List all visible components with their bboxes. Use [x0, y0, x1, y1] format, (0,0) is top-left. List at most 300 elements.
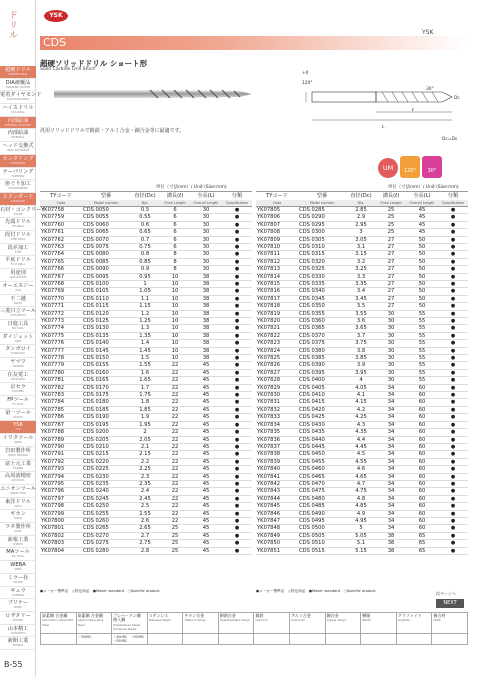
table-row: [40, 443, 252, 450]
cell-class: ●: [222, 392, 252, 399]
table-row: [256, 488, 468, 495]
cell-class: ●: [438, 384, 468, 391]
material-name: 銅合金: [326, 613, 339, 618]
cell-model: CDS 0065: [82, 229, 130, 236]
cell-overall: 60: [406, 458, 438, 465]
table-row: [40, 525, 252, 532]
sidebar-item-sublabel: STONE: [13, 212, 23, 216]
cell-model: CDS 0470: [298, 480, 346, 487]
sidebar-item[interactable]: [0, 320, 36, 333]
cell-overall: 38: [190, 280, 222, 287]
table-row: [40, 295, 252, 302]
table-row: [256, 399, 468, 406]
cell-dia: 0.85: [130, 258, 160, 265]
cell-flute: 10: [160, 332, 190, 339]
cell-ty-code: YK07785: [40, 406, 82, 413]
cell-model: CDS 0340: [298, 288, 346, 295]
sidebar-item-label: 新開工業: [7, 638, 29, 645]
point-angle-label: 120°: [302, 81, 313, 86]
cell-overall: 60: [406, 480, 438, 487]
col-overall-en: Overall Length: [406, 200, 438, 207]
cell-model: CDS 0070: [82, 236, 130, 243]
table-row: [256, 480, 468, 487]
sidebar-item[interactable]: [0, 637, 36, 650]
sidebar-item-label: ハイスドリル: [2, 105, 34, 112]
cell-model: CDS 0115: [82, 303, 130, 310]
table-row: [40, 421, 252, 428]
material-table: [40, 612, 468, 645]
sidebar-item[interactable]: [0, 117, 36, 130]
cell-overall: 30: [190, 251, 222, 258]
sidebar-item[interactable]: [0, 333, 36, 346]
sidebar-item[interactable]: [0, 129, 36, 142]
cell-dia: 5: [346, 525, 376, 532]
cell-overall: 30: [190, 214, 222, 221]
sidebar-item[interactable]: [0, 396, 36, 409]
cell-flute: 34: [376, 429, 406, 436]
cell-dia: 2.75: [130, 540, 160, 547]
table-row: [40, 510, 252, 517]
cell-dia: 3.85: [346, 355, 376, 362]
sidebar-item[interactable]: [0, 599, 36, 612]
cell-ty-code: YK07791: [40, 451, 82, 458]
sidebar-item-sublabel: KOSHUHA: [11, 479, 25, 483]
cell-overall: 60: [406, 429, 438, 436]
cell-model: CDS 0240: [82, 488, 130, 495]
sidebar-item[interactable]: [0, 371, 36, 384]
table-row: [40, 458, 252, 465]
material-name-en: Carbon Steel Alloy Steel: [77, 618, 104, 627]
table-row: [256, 525, 468, 532]
material-hardness: ～30HRC: [76, 633, 112, 645]
cell-dia: 3.75: [346, 340, 376, 347]
cell-dia: 0.95: [130, 273, 160, 280]
material-name: 炭素鋼 合金鋼: [42, 613, 68, 618]
sidebar-item-sublabel: TOYO: [14, 504, 22, 508]
sidebar-category-label: ドリル: [7, 10, 17, 40]
cell-class: ●: [438, 243, 468, 250]
product-description: 汎用ソリッドドリルで鋳鉄・アルミ合金・銅合金等に最適です。: [40, 128, 185, 134]
table-row: [256, 347, 468, 354]
table-row: [256, 258, 468, 265]
cell-class: ●: [438, 399, 468, 406]
cell-dia: 5.15: [346, 547, 376, 554]
table-row: [40, 303, 252, 310]
cell-model: CDS 0150: [82, 355, 130, 362]
table-row: [40, 266, 252, 273]
sidebar-item[interactable]: [0, 383, 36, 396]
sidebar-item[interactable]: [0, 409, 36, 422]
cell-overall: 55: [406, 347, 438, 354]
material-name: 耐熱合金: [219, 613, 236, 618]
cell-ty-code: YK07758: [40, 206, 82, 213]
cell-class: ●: [222, 362, 252, 369]
sidebar-item-label: WEBA: [10, 562, 26, 569]
cell-ty-code: YK07776: [40, 340, 82, 347]
sidebar-item-sublabel: YSK: [15, 428, 21, 432]
brand-label: YSK: [422, 29, 434, 36]
sidebar-item[interactable]: [0, 358, 36, 371]
sidebar-item[interactable]: [0, 574, 36, 587]
table-row: [256, 473, 468, 480]
cell-model: CDS 0185: [82, 406, 130, 413]
cell-flute: 8: [160, 258, 190, 265]
sidebar-item[interactable]: [0, 498, 36, 511]
cell-class: ●: [438, 258, 468, 265]
cell-ty-code: YK07778: [40, 355, 82, 362]
sidebar-item-label: ユニオンツール: [0, 485, 37, 492]
col-class-en: Classification: [438, 200, 468, 207]
cell-dia: 1.5: [130, 355, 160, 362]
cell-overall: 45: [190, 451, 222, 458]
sidebar-item[interactable]: [0, 180, 36, 193]
cell-model: CDS 0230: [82, 473, 130, 480]
sidebar-item[interactable]: [0, 561, 36, 574]
cell-flute: 27: [376, 280, 406, 287]
cell-class: ●: [438, 540, 468, 547]
cell-model: CDS 0305: [298, 236, 346, 243]
cell-dia: 0.8: [130, 251, 160, 258]
cell-ty-code: YK07779: [40, 362, 82, 369]
sidebar-item[interactable]: [0, 625, 36, 638]
cell-model: CDS 0255: [82, 510, 130, 517]
sidebar-item-sublabel: YAMAWA: [12, 365, 24, 368]
sidebar-item[interactable]: [0, 79, 36, 92]
cell-flute: 34: [376, 495, 406, 502]
sidebar-item[interactable]: [0, 193, 36, 206]
cell-class: ●: [222, 340, 252, 347]
cell-model: CDS 0280: [82, 547, 130, 554]
cell-model: CDS 0440: [298, 436, 346, 443]
cell-model: CDS 0345: [298, 295, 346, 302]
cell-class: ●: [438, 318, 468, 325]
cell-ty-code: YK07772: [40, 310, 82, 317]
cell-flute: 10: [160, 318, 190, 325]
material-hardness: [290, 633, 326, 645]
cell-dia: 1.6: [130, 369, 160, 376]
cell-ty-code: YK07834: [256, 421, 298, 428]
table-row: [256, 503, 468, 510]
sidebar-item-sublabel: HEAD EXCHANGE: [6, 149, 30, 153]
cell-flute: 22: [160, 369, 190, 376]
cell-model: CDS 0370: [298, 332, 346, 339]
cell-model: CDS 0505: [298, 532, 346, 539]
cell-overall: 65: [406, 547, 438, 554]
cell-overall: 45: [190, 473, 222, 480]
table-row: [256, 414, 468, 421]
cell-model: CDS 0495: [298, 517, 346, 524]
cell-overall: 50: [406, 303, 438, 310]
sidebar-item[interactable]: [0, 282, 36, 295]
cell-overall: 45: [190, 480, 222, 487]
sidebar-item-sublabel: ROTARY: [12, 618, 24, 622]
cell-dia: 4.2: [346, 406, 376, 413]
um-coating-badge: UM: [378, 158, 398, 178]
cell-dia: 3.15: [346, 251, 376, 258]
cell-model: CDS 0050: [82, 206, 130, 213]
sidebar-item-sublabel: DIJET: [14, 339, 22, 343]
material-name: 樹脂: [362, 613, 371, 618]
cell-ty-code: YK07821: [256, 325, 298, 332]
cell-class: ●: [222, 347, 252, 354]
table-row: [256, 206, 468, 213]
table-row: [256, 273, 468, 280]
sidebar-item-label: 岩田製作所: [5, 447, 31, 454]
cell-class: ●: [222, 310, 252, 317]
cell-model: CDS 0435: [298, 429, 346, 436]
cell-ty-code: YK07784: [40, 399, 82, 406]
cell-model: CDS 0250: [82, 503, 130, 510]
cell-class: ●: [222, 540, 252, 547]
col-ty-code: TYコード: [40, 192, 82, 200]
sidebar-item[interactable]: [0, 307, 36, 320]
cell-class: ●: [222, 377, 252, 384]
cell-ty-code: YK07761: [40, 229, 82, 236]
cell-class: ●: [222, 251, 252, 258]
sidebar-item[interactable]: [0, 447, 36, 460]
cell-flute: 22: [160, 399, 190, 406]
cell-flute: 22: [160, 421, 190, 428]
sidebar-item-sublabel: INTERNAL: [11, 136, 25, 140]
sidebar-item[interactable]: [0, 91, 42, 104]
sidebar-item[interactable]: [0, 295, 36, 308]
cell-dia: 4.55: [346, 458, 376, 465]
sidebar-item[interactable]: [0, 206, 47, 219]
cell-model: CDS 0480: [298, 495, 346, 502]
cell-dia: 3.4: [346, 288, 376, 295]
table-row: [40, 258, 252, 265]
cell-model: CDS 0195: [82, 421, 130, 428]
cell-model: CDS 0425: [298, 414, 346, 421]
tolerance-label: +0: [302, 71, 309, 76]
cell-ty-code: YK07802: [40, 532, 82, 539]
sidebar-item-label: ヘッド交換式: [2, 143, 34, 150]
cell-flute: 38: [376, 547, 406, 554]
cell-overall: 38: [190, 325, 222, 332]
sidebar-item-label: オーエスジー: [2, 282, 34, 289]
cell-model: CDS 0095: [82, 273, 130, 280]
sidebar-item-sublabel: STEP DRILL: [10, 238, 26, 242]
sidebar-item-label: ヤマワ: [10, 359, 26, 365]
cell-ty-code: YK07851: [256, 547, 298, 554]
cell-model: CDS 0210: [82, 443, 130, 450]
table-row: [40, 347, 252, 354]
material-name: チタン合金: [184, 613, 205, 618]
table-row: [256, 421, 468, 428]
cell-class: ●: [438, 517, 468, 524]
sidebar-item-label: YSK: [13, 422, 23, 429]
cell-ty-code: YK07804: [40, 547, 82, 554]
sidebar-item-label: ロザタリー: [5, 612, 31, 619]
col-model: 型番: [82, 192, 130, 200]
table-row: [256, 310, 468, 317]
sidebar-item-sublabel: WATA: [14, 530, 22, 534]
cell-flute: 6: [160, 206, 190, 213]
sidebar-item-sublabel: DIAMOND COATED: [5, 85, 31, 89]
cell-class: ●: [222, 451, 252, 458]
material-name-en: Copper Alloys: [326, 618, 346, 623]
sidebar-item-sublabel: HSS DRILL: [11, 111, 25, 115]
cell-overall: 45: [190, 377, 222, 384]
cell-flute: 6: [160, 221, 190, 228]
sidebar-item[interactable]: [0, 523, 36, 536]
cell-dia: 3: [346, 229, 376, 236]
table-row: [40, 473, 252, 480]
sidebar-item-label: 京セラ: [10, 384, 26, 391]
material-cell: [218, 613, 254, 634]
cell-ty-code: YK07793: [40, 466, 82, 473]
cell-class: ●: [438, 532, 468, 539]
sidebar-item[interactable]: [0, 548, 36, 561]
cell-overall: 30: [190, 243, 222, 250]
table-row: [40, 540, 252, 547]
cell-dia: 4.8: [346, 495, 376, 502]
cell-class: ●: [438, 288, 468, 295]
table-row: [40, 384, 252, 391]
cell-model: CDS 0060: [82, 221, 130, 228]
ysk-logo: YSK: [44, 10, 68, 22]
cell-model: CDS 0270: [82, 532, 130, 539]
cell-model: CDS 0275: [82, 540, 130, 547]
table-row: [256, 443, 468, 450]
cell-class: ●: [222, 221, 252, 228]
table-row: [256, 266, 468, 273]
cell-dia: 1.55: [130, 362, 160, 369]
sidebar-item-sublabel: STANDARD: [10, 199, 26, 203]
material-hardness: [183, 633, 219, 645]
cell-ty-code: YK07795: [40, 480, 82, 487]
sidebar-item[interactable]: [0, 218, 36, 231]
sidebar-item-label: 東洋ドリル: [5, 498, 31, 505]
material-name: 鋳鉄: [255, 613, 264, 618]
sidebar-item[interactable]: [0, 244, 36, 257]
cell-model: CDS 0190: [82, 414, 130, 421]
sidebar-item[interactable]: [0, 269, 36, 282]
spec-table-left: [40, 191, 252, 555]
material-hardness: [254, 633, 290, 645]
sidebar-item[interactable]: [0, 421, 36, 434]
cell-model: CDS 0220: [82, 458, 130, 465]
sidebar-item[interactable]: [0, 345, 36, 358]
cell-ty-code: YK07765: [40, 258, 82, 265]
sidebar-item-sublabel: SHINKAI: [12, 644, 24, 648]
sidebar-item[interactable]: [0, 536, 36, 549]
cell-ty-code: YK07836: [256, 436, 298, 443]
sidebar-item-label: 平底ドリル: [5, 257, 31, 264]
cell-overall: 55: [406, 362, 438, 369]
sidebar-item[interactable]: [0, 155, 36, 168]
cell-ty-code: YK07792: [40, 458, 82, 465]
cell-flute: 27: [376, 273, 406, 280]
cell-overall: 45: [190, 525, 222, 532]
cell-ty-code: YK07768: [40, 280, 82, 287]
cell-flute: 10: [160, 288, 190, 295]
material-name: 炭素鋼 合金鋼: [77, 613, 103, 618]
cell-overall: 45: [190, 488, 222, 495]
cell-class: ●: [222, 495, 252, 502]
cell-dia: 3.05: [346, 236, 376, 243]
cell-ty-code: YK07846: [256, 510, 298, 517]
cell-flute: 34: [376, 488, 406, 495]
cell-overall: 60: [406, 473, 438, 480]
sidebar-item[interactable]: [0, 104, 36, 117]
cell-ty-code: YK07829: [256, 384, 298, 391]
cell-dia: 4.1: [346, 392, 376, 399]
cell-overall: 30: [190, 229, 222, 236]
sidebar-item[interactable]: [0, 66, 36, 79]
cell-class: ●: [438, 369, 468, 376]
material-name: プレハードン鋼 焼入鋼: [113, 613, 141, 623]
cell-dia: 0.55: [130, 214, 160, 221]
cell-model: CDS 0355: [298, 310, 346, 317]
material-name-en: Cast Iron: [255, 618, 268, 623]
cell-ty-code: YK07847: [256, 517, 298, 524]
cell-flute: 27: [376, 258, 406, 265]
cell-ty-code: YK07796: [40, 488, 82, 495]
cell-model: CDS 0360: [298, 318, 346, 325]
material-hardness: ～40HRC ～50HRC ～55HRC: [113, 634, 148, 644]
cell-dia: 0.6: [130, 221, 160, 228]
cell-flute: 10: [160, 325, 190, 332]
col-flute: 溝長(ℓ): [160, 192, 190, 200]
cell-dia: 1.4: [130, 340, 160, 347]
sidebar-item[interactable]: [0, 472, 36, 485]
table-row: [40, 392, 252, 399]
sidebar-item-sublabel: COUNTERBORE: [8, 187, 28, 191]
cell-model: CDS 0225: [82, 466, 130, 473]
cell-ty-code: YK07777: [40, 347, 82, 354]
cell-dia: 2.65: [130, 525, 160, 532]
cell-flute: 34: [376, 406, 406, 413]
sidebar-item[interactable]: [0, 256, 36, 269]
table-row: [256, 458, 468, 465]
sidebar-item[interactable]: [0, 434, 36, 447]
cell-flute: 30: [376, 332, 406, 339]
sidebar-item[interactable]: [0, 510, 36, 523]
col-ty-code: TYコード: [256, 192, 298, 200]
cell-overall: 45: [190, 362, 222, 369]
cell-ty-code: YK07844: [256, 495, 298, 502]
table-row: [256, 406, 468, 413]
sidebar-item[interactable]: [0, 460, 36, 473]
col-overall-en: Overall Length: [190, 200, 222, 207]
table-row: [256, 466, 468, 473]
sidebar-item[interactable]: [0, 231, 36, 244]
cell-overall: 60: [406, 436, 438, 443]
sidebar-item[interactable]: [0, 485, 36, 498]
sidebar-item-sublabel: TUNGALOY: [10, 352, 26, 356]
sidebar-item[interactable]: [0, 587, 36, 600]
sidebar-item[interactable]: [0, 612, 36, 625]
next-page-button[interactable]: NEXT: [436, 599, 464, 608]
cell-flute: 10: [160, 310, 190, 317]
sidebar-item[interactable]: [0, 142, 36, 155]
cell-class: ●: [222, 547, 252, 554]
material-name-en: Prehardened Steels Hardened Steels: [113, 622, 141, 632]
cell-model: CDS 0120: [82, 310, 130, 317]
cell-model: CDS 0075: [82, 243, 130, 250]
cell-flute: 22: [160, 429, 190, 436]
cell-overall: 60: [406, 451, 438, 458]
cell-dia: 2.35: [130, 480, 160, 487]
sidebar-item[interactable]: [0, 168, 36, 181]
table-row: [40, 229, 252, 236]
cell-flute: 34: [376, 443, 406, 450]
material-name: グラファイト: [397, 613, 422, 618]
sidebar-item-label: 用途別: [10, 270, 26, 277]
cell-ty-code: YK07773: [40, 318, 82, 325]
cell-flute: 34: [376, 510, 406, 517]
